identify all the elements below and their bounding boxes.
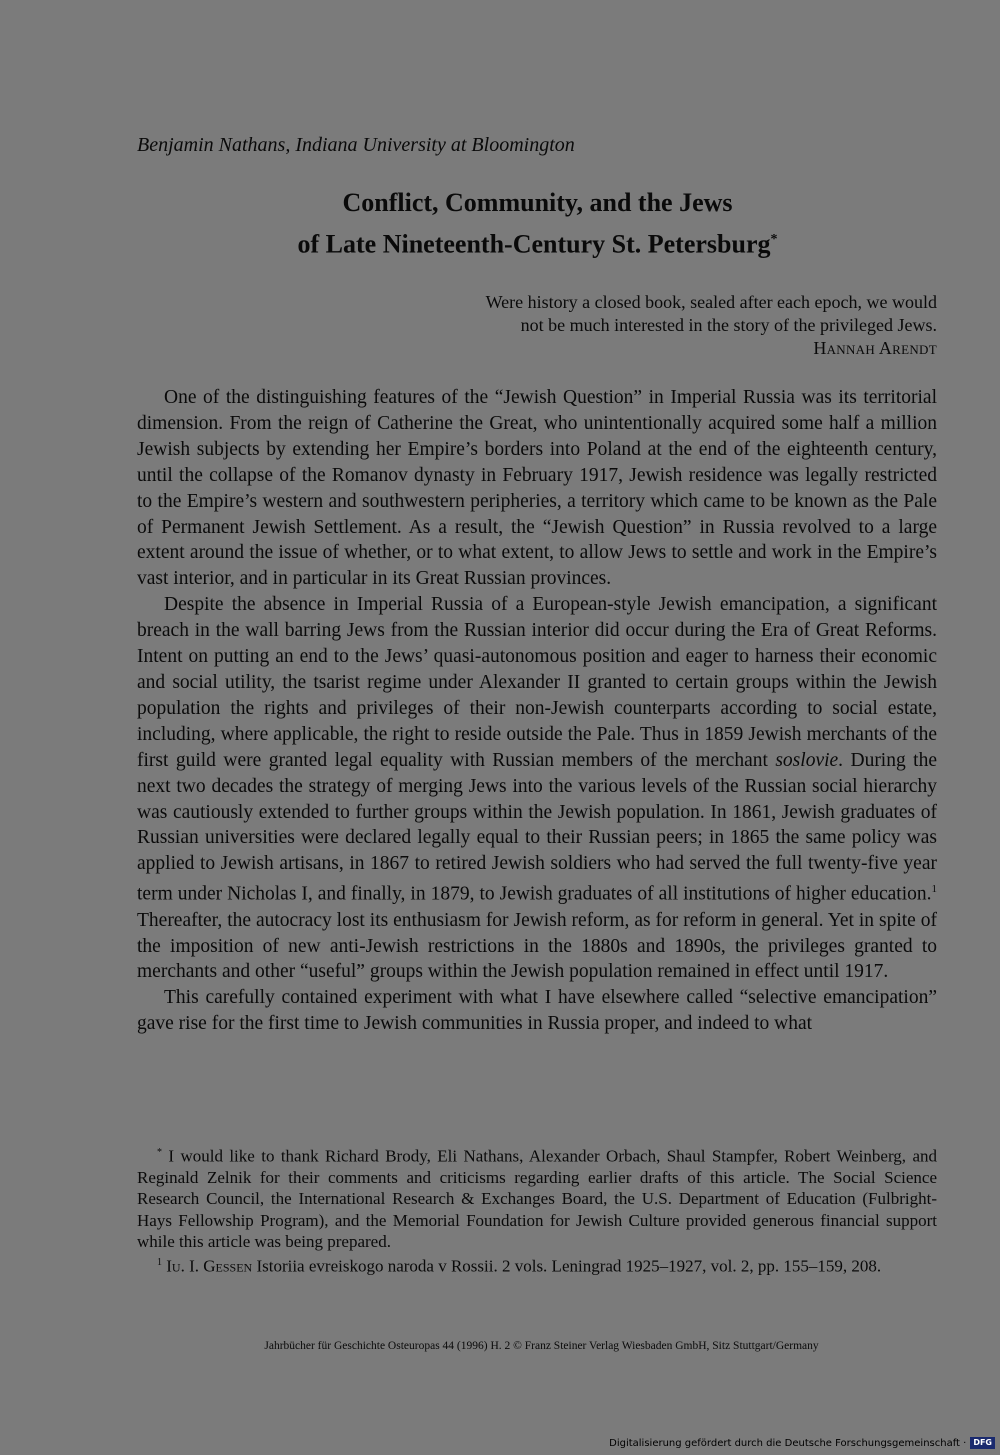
title-line-2: of Late Nineteenth-Century St. Petersburg (297, 229, 771, 259)
title-line-1: Conflict, Community, and the Jews (342, 188, 733, 217)
footnote-1-reference: 1 (931, 883, 937, 896)
article-body (137, 385, 937, 1037)
footnote-star (137, 1142, 937, 1252)
footnote-star-mark: * (157, 1147, 162, 1158)
epigraph-line-2: not be much interested in the story of the privileged Jews. (520, 315, 937, 335)
digitization-notice-text: Digitalisierung gefördert durch die Deutsche Forschungsgemeinschaft · (609, 1437, 967, 1449)
footnotes (137, 1142, 937, 1277)
title-footnote-mark: * (770, 232, 778, 247)
paragraph-2-italic-term: soslovie (775, 749, 839, 771)
journal-footer: Jahrbücher für Geschichte Osteuropas 44 (1996) H. 2 © Franz Steiner Verlag Wiesbaden GmbH, Sitz Stuttgart/Germany (264, 1340, 819, 1352)
footnote-star-text: I would like to thank Richard Brody, Eli Nathans, Alexander Orbach, Shaul Stampfer, Robert Weinberg, and Reginald Zelnik for their comments and criticisms regarding earlier drafts of this article. The Social Science Research Council, the International Research & Exchanges Board, the U.S. Department of Education (Fulbright-Hays Fellowship Program), and the Memorial Foundation for Jewish Culture provided generous financial support while this article was being prepared. (137, 1146, 937, 1251)
footnote-1-text: Istoriia evreiskogo naroda v Rossii. 2 vols. Leningrad 1925–1927, vol. 2, pp. 155–159, 208. (252, 1256, 882, 1276)
paragraph-1: One of the distinguishing features of the “Jewish Question” in Imperial Russia was its territorial dimension. From the reign of Catherine the Great, who unintentionally acquired some half a million Jewish subjects by extending her Empire’s borders into Poland at the end of the eighteenth century, until the collapse of the Romanov dynasty in February 1917, Jewish residence was legally restricted to the Empire’s western and southwestern peripheries, a territory which came to be known as the Pale of Permanent Jewish Settlement. As a result, the “Jewish Question” in Russia revolved to a large extent around the issue of whether, or to what extent, to allow Jews to settle and work in the Empire’s vast interior, and in particular in its Great Russian provinces. (137, 387, 937, 590)
author-affiliation: Benjamin Nathans, Indiana University at Bloomington (137, 134, 575, 156)
paragraph-2-part-a: Despite the absence in Imperial Russia of a European-style Jewish emancipation, a significant breach in the wall barring Jews from the Russian interior did occur during the Era of Great Reforms. Intent on putting an end to the Jews’ quasi-autonomous position and eager to harness their economic and social utility, the tsarist regime under Alexander II granted to certain groups within the Jewish population the rights and privileges of their non-Jewish counterparts according to social estate, including, where applicable, the right to reside outside the Pale. Thus in 1859 Jewish merchants of the first guild were granted legal equality with Russian members of the merchant (137, 594, 937, 771)
footnote-1 (137, 1252, 937, 1277)
digitization-notice (609, 1437, 995, 1449)
footnote-1-author: Iu. I. Gessen (162, 1256, 253, 1276)
paragraph-2 (137, 592, 937, 985)
dfg-logo: DFG (970, 1437, 995, 1449)
epigraph (486, 291, 937, 360)
paragraph-2-part-b: . During the next two decades the strategy of merging Jews into the various levels of the Russian social hierarchy was cautiously extended to further groups within the Jewish population. In 1861, Jewish graduates of Russian universities were declared legally equal to their Russian peers; in 1865 the same policy was applied to Jewish artisans, in 1867 to retired Jewish soldiers who had served the full twenty-five year term under Nicholas I, and finally, in 1879, to Jewish graduates of all institutions of higher education. (137, 749, 937, 905)
paragraph-3: This carefully contained experiment with what I have elsewhere called “selective emancipation” gave rise for the first time to Jewish communities in Russia proper, and indeed to what (137, 987, 937, 1035)
paragraph-2-part-c: Thereafter, the autocracy lost its enthusiasm for Jewish reform, as for reform in general. Yet in spite of the imposition of new anti-Jewish restrictions in the 1880s and 1890s, the privileges granted to merchants and other “useful” groups within the Jewish population remained in effect until 1917. (137, 909, 937, 983)
article-title (0, 184, 1000, 263)
epigraph-attribution: Hannah Arendt (813, 338, 937, 358)
footnote-1-mark: 1 (157, 1257, 162, 1269)
epigraph-line-1: Were history a closed book, sealed after each epoch, we would (485, 292, 937, 312)
